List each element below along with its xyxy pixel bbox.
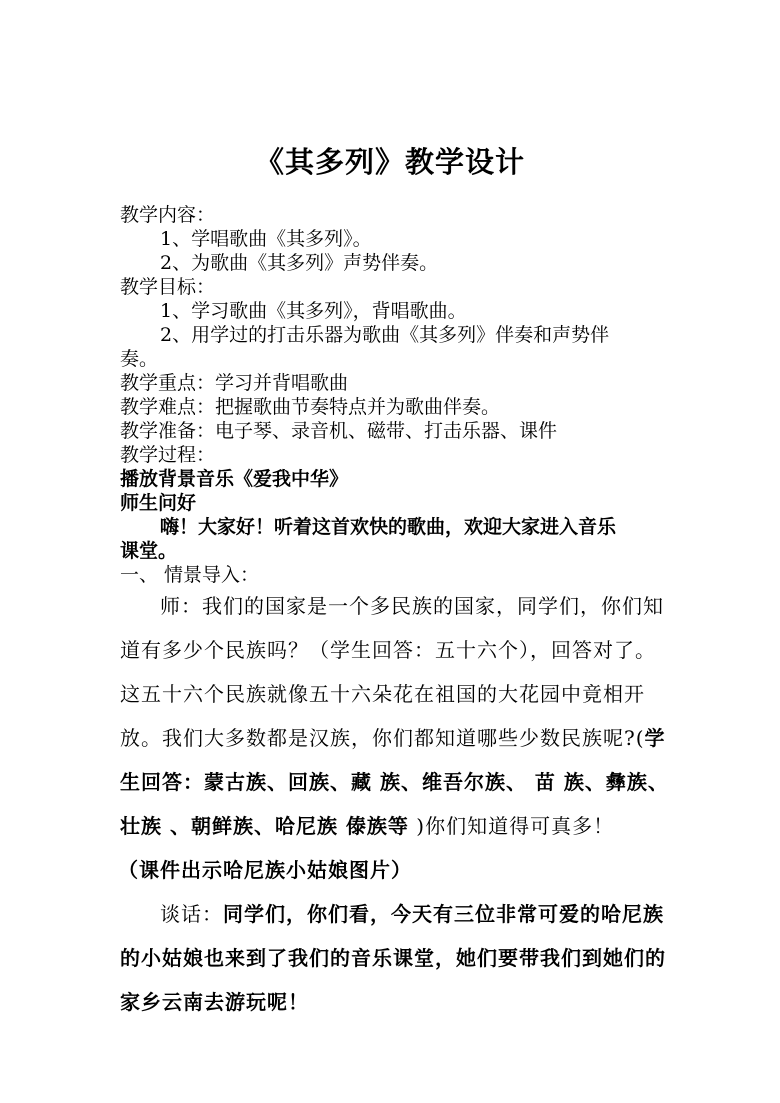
goal-2-line-1: 2、用学过的打击乐器为歌曲《其多列》伴奏和声势伴 [160, 324, 610, 346]
courseware-note: （课件出示哈尼族小姑娘图片） [118, 858, 412, 882]
content-item-1: 1、学唱歌曲《其多列》。 [160, 228, 372, 250]
goal-2-line-2: 奏。 [120, 348, 159, 370]
para1-line-6-text: )你们知道得可真多！ [408, 814, 615, 838]
talk-line-1-text: 同学们，你们看，今天有三位非常可爱的哈尼族 [223, 902, 664, 926]
talk-label: 谈话： [160, 902, 223, 926]
welcome-line-1: 嗨！大家好！听着这首欢快的歌曲，欢迎大家进入音乐 [160, 516, 617, 538]
difficulty: 教学难点：把握歌曲节奏特点并为歌曲伴奏。 [120, 396, 501, 418]
section-1-heading: 一、 情景导入： [120, 564, 260, 586]
process-heading: 教学过程： [120, 444, 216, 466]
para1-line-4 [120, 724, 666, 752]
talk-line-2: 的小姑娘也来到了我们的音乐课堂，她们要带我们到她们的 [120, 946, 666, 970]
para1-line-6 [120, 812, 614, 840]
preparation: 教学准备：电子琴、录音机、磁带、打击乐器、课件 [120, 420, 558, 442]
key-point: 教学重点：学习并背唱歌曲 [120, 372, 349, 394]
goal-1: 1、学习歌曲《其多列》，背唱歌曲。 [160, 300, 467, 322]
welcome-line-2: 课堂。 [120, 540, 178, 562]
para1-line-2: 道有多少个民族吗？（学生回答：五十六个），回答对了。 [120, 638, 656, 662]
para1-line-3: 这五十六个民族就像五十六朵花在祖国的大花园中竟相开 [120, 682, 645, 706]
background-music: 播放背景音乐《爱我中华》 [120, 468, 349, 490]
content-item-2: 2、为歌曲《其多列》声势伴奏。 [160, 252, 439, 274]
content-heading: 教学内容： [120, 204, 216, 226]
para1-line-5: 生回答：蒙古族、回族、藏 族、维吾尔族、 苗 族、彝族、 [120, 770, 669, 794]
para1-line-4-text: 放。我们大多数都是汉族，你们都知道哪些少数民族呢?( [120, 726, 645, 750]
document-title: 《其多列》教学设计 [254, 145, 525, 179]
para1-line-4-bold: 学 [644, 726, 666, 750]
talk-line-3: 家乡云南去游玩呢！ [120, 990, 309, 1014]
talk-line-1 [160, 900, 664, 928]
goals-heading: 教学目标： [120, 276, 216, 298]
para1-line-1: 师：我们的国家是一个多民族的国家，同学们，你们知 [160, 594, 664, 618]
greeting: 师生问好 [120, 492, 197, 514]
para1-line-6-bold: 壮族 、朝鲜族、哈尼族 傣族等 [120, 814, 409, 838]
